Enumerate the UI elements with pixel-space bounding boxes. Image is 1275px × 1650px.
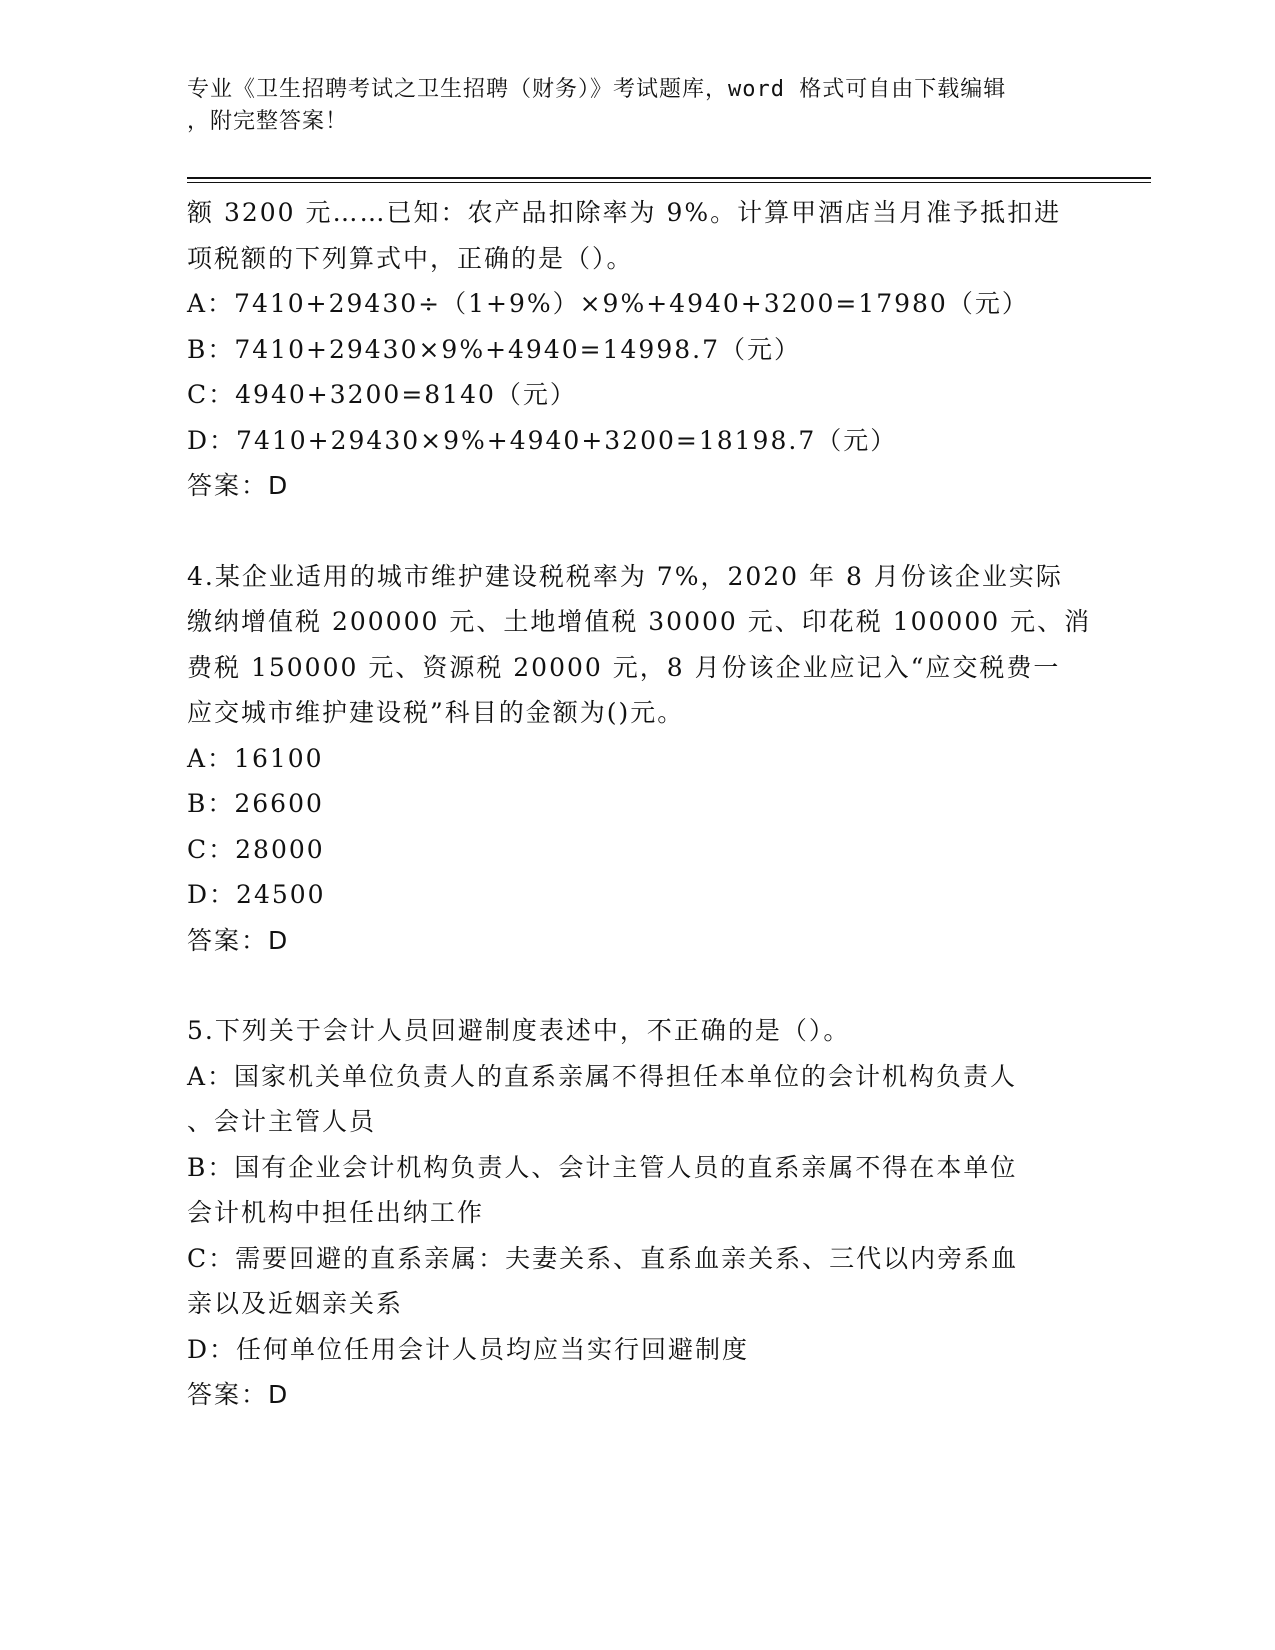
option-a: A：国家机关单位负责人的直系亲属不得担任本单位的会计机构负责人 bbox=[187, 1061, 1018, 1091]
question-stem-line: 费税 150000 元、资源税 20000 元，8 月份该企业应记入“应交税费一 bbox=[187, 652, 1061, 682]
question-3 bbox=[187, 190, 1087, 509]
spacer bbox=[187, 963, 1087, 1008]
spacer bbox=[187, 509, 1087, 554]
question-stem-line: 额 3200 元……已知：农产品扣除率为 9%。计算甲酒店当月准予抵扣进 bbox=[187, 198, 1062, 227]
question-stem-line: 应交城市维护建设税”科目的金额为()元。 bbox=[187, 698, 685, 727]
question-stem-line: 缴纳增值税 200000 元、土地增值税 30000 元、印花税 100000 元、消 bbox=[187, 607, 1092, 636]
option-d: D：任何单位任用会计人员均应当实行回避制度 bbox=[187, 1334, 750, 1364]
question-stem-line: 项税额的下列算式中，正确的是（）。 bbox=[187, 243, 634, 273]
answer: 答案：D bbox=[187, 471, 290, 500]
option-c: C：4940+3200=8140（元） bbox=[187, 380, 577, 409]
header-divider-thick bbox=[187, 177, 1151, 179]
document-header bbox=[187, 74, 1087, 138]
option-a: A：16100 bbox=[187, 743, 324, 773]
option-c: C：需要回避的直系亲属：夫妻关系、直系血亲关系、三代以内旁系血 bbox=[187, 1243, 1019, 1273]
option-d: D：7410+29430×9%+4940+3200=18198.7（元） bbox=[187, 425, 898, 455]
question-list bbox=[187, 190, 1092, 1418]
option-c: C：28000 bbox=[187, 834, 325, 864]
option-a: A：7410+29430÷（1+9%）×9%+4940+3200=17980（元） bbox=[187, 289, 1029, 318]
question-5 bbox=[187, 1008, 1087, 1418]
option-c-continued: 亲以及近姻亲关系 bbox=[187, 1289, 404, 1318]
option-b-continued: 会计机构中担任出纳工作 bbox=[187, 1198, 485, 1227]
option-b: B：26600 bbox=[187, 789, 324, 818]
option-b: B：7410+29430×9%+4940=14998.7（元） bbox=[187, 334, 801, 364]
answer: 答案：D bbox=[187, 1380, 290, 1409]
header-line-1: 专业《卫生招聘考试之卫生招聘（财务）》考试题库，word 格式可自由下载编辑 bbox=[187, 77, 1007, 102]
question-4 bbox=[187, 554, 1092, 964]
answer: 答案：D bbox=[187, 925, 290, 955]
question-stem-line: 5.下列关于会计人员回避制度表述中，不正确的是（）。 bbox=[187, 1016, 851, 1045]
option-b: B：国有企业会计机构负责人、会计主管人员的直系亲属不得在本单位 bbox=[187, 1152, 1018, 1182]
question-stem-line: 4.某企业适用的城市维护建设税税率为 7%，2020 年 8 月份该企业实际 bbox=[187, 561, 1063, 591]
header-divider-thin bbox=[187, 182, 1151, 183]
header-line-2: ，附完整答案！ bbox=[187, 109, 349, 134]
option-a-continued: 、会计主管人员 bbox=[187, 1107, 377, 1136]
option-d: D：24500 bbox=[187, 880, 326, 909]
